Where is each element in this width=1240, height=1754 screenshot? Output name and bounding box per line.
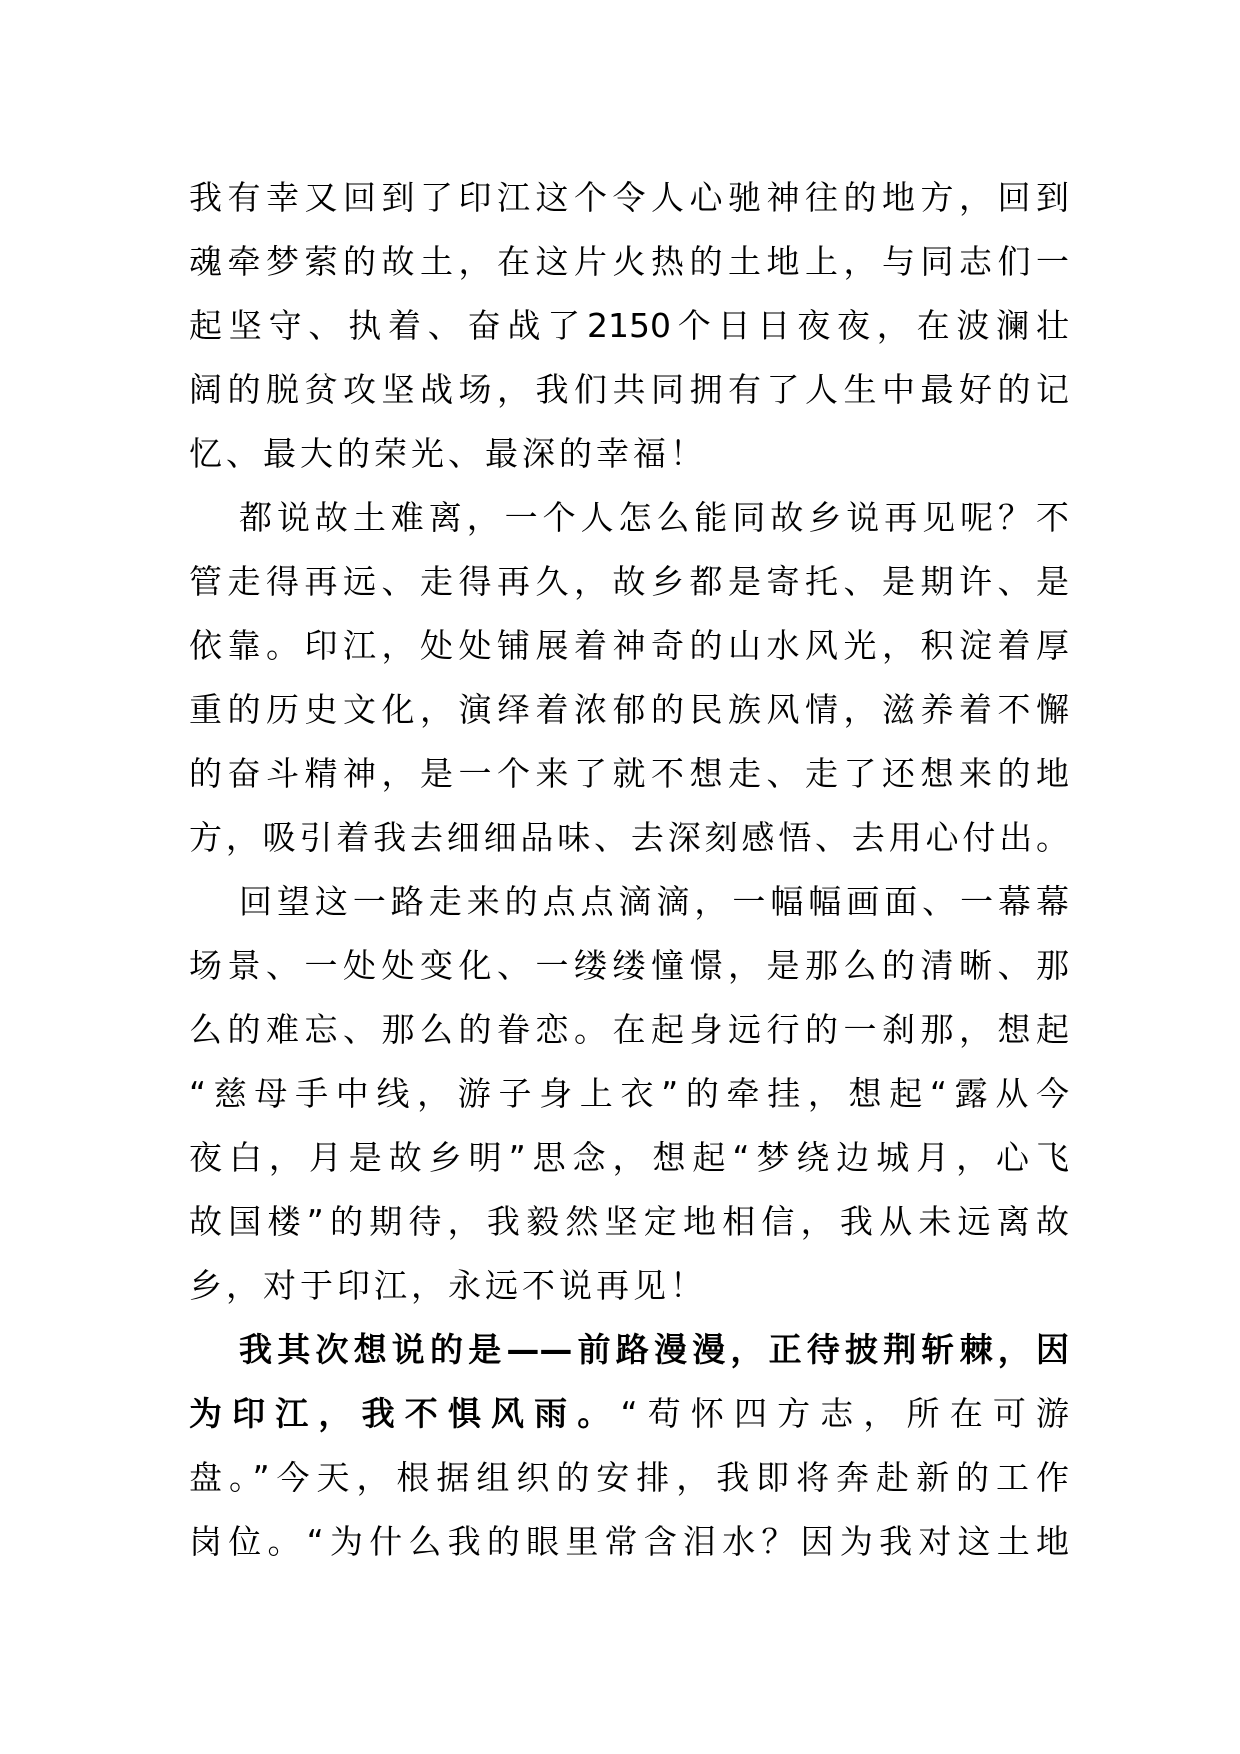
text-line: 的奋斗精神，是一个来了就不想走、走了还想来的地 bbox=[189, 754, 1069, 793]
text-line: 方，吸引着我去细细品味、去深刻感悟、去用心付出。 bbox=[189, 818, 1069, 857]
text-line: 场景、一处处变化、一缕缕憧憬，是那么的清晰、那 bbox=[189, 946, 1069, 985]
text-line: 依靠。印江，处处铺展着神奇的山水风光，积淀着厚 bbox=[189, 626, 1069, 665]
heading-line: 我其次想说的是——前路漫漫，正待披荆斩棘，因 bbox=[239, 1330, 1069, 1369]
text-line: 么的难忘、那么的眷恋。在起身远行的一刹那，想起 bbox=[189, 1010, 1069, 1049]
paragraph-1 bbox=[189, 166, 1069, 486]
text-line: 盘。”今天，根据组织的安排，我即将奔赴新的工作 bbox=[189, 1458, 1069, 1497]
text-line: 回望这一路走来的点点滴滴，一幅幅画面、一幕幕 bbox=[239, 882, 1069, 921]
bold-text: 为印江，我不惧风雨。 bbox=[189, 1394, 621, 1433]
body-text bbox=[189, 166, 1069, 1574]
text-line: 起坚守、执着、奋战了2150个日日夜夜，在波澜壮 bbox=[189, 306, 1069, 345]
text-line: “慈母手中线，游子身上衣”的牵挂，想起“露从今 bbox=[189, 1074, 1069, 1113]
text-line: 夜白，月是故乡明”思念，想起“梦绕边城月，心飞 bbox=[189, 1138, 1069, 1177]
paragraph-3 bbox=[189, 870, 1069, 1318]
text-line: 都说故土难离，一个人怎么能同故乡说再见呢？不 bbox=[239, 498, 1069, 537]
text-line: 忆、最大的荣光、最深的幸福！ bbox=[189, 434, 707, 473]
paragraph-4 bbox=[189, 1318, 1069, 1574]
text-line bbox=[189, 1382, 1069, 1446]
text-line: 岗位。“为什么我的眼里常含泪水？因为我对这土地 bbox=[189, 1522, 1069, 1561]
paragraph-2 bbox=[189, 486, 1069, 870]
normal-text: “苟怀四方志，所在可游 bbox=[620, 1394, 1069, 1433]
text-line: 魂牵梦萦的故土，在这片火热的土地上，与同志们一 bbox=[189, 242, 1069, 281]
text-line: 重的历史文化，演绎着浓郁的民族风情，滋养着不懈 bbox=[189, 690, 1069, 729]
text-line: 故国楼”的期待，我毅然坚定地相信，我从未远离故 bbox=[189, 1202, 1069, 1241]
text-line: 阔的脱贫攻坚战场，我们共同拥有了人生中最好的记 bbox=[189, 370, 1069, 409]
text-line: 乡，对于印江，永远不说再见！ bbox=[189, 1266, 707, 1305]
text-line: 管走得再远、走得再久，故乡都是寄托、是期许、是 bbox=[189, 562, 1069, 601]
text-line: 我有幸又回到了印江这个令人心驰神往的地方，回到 bbox=[189, 178, 1069, 217]
